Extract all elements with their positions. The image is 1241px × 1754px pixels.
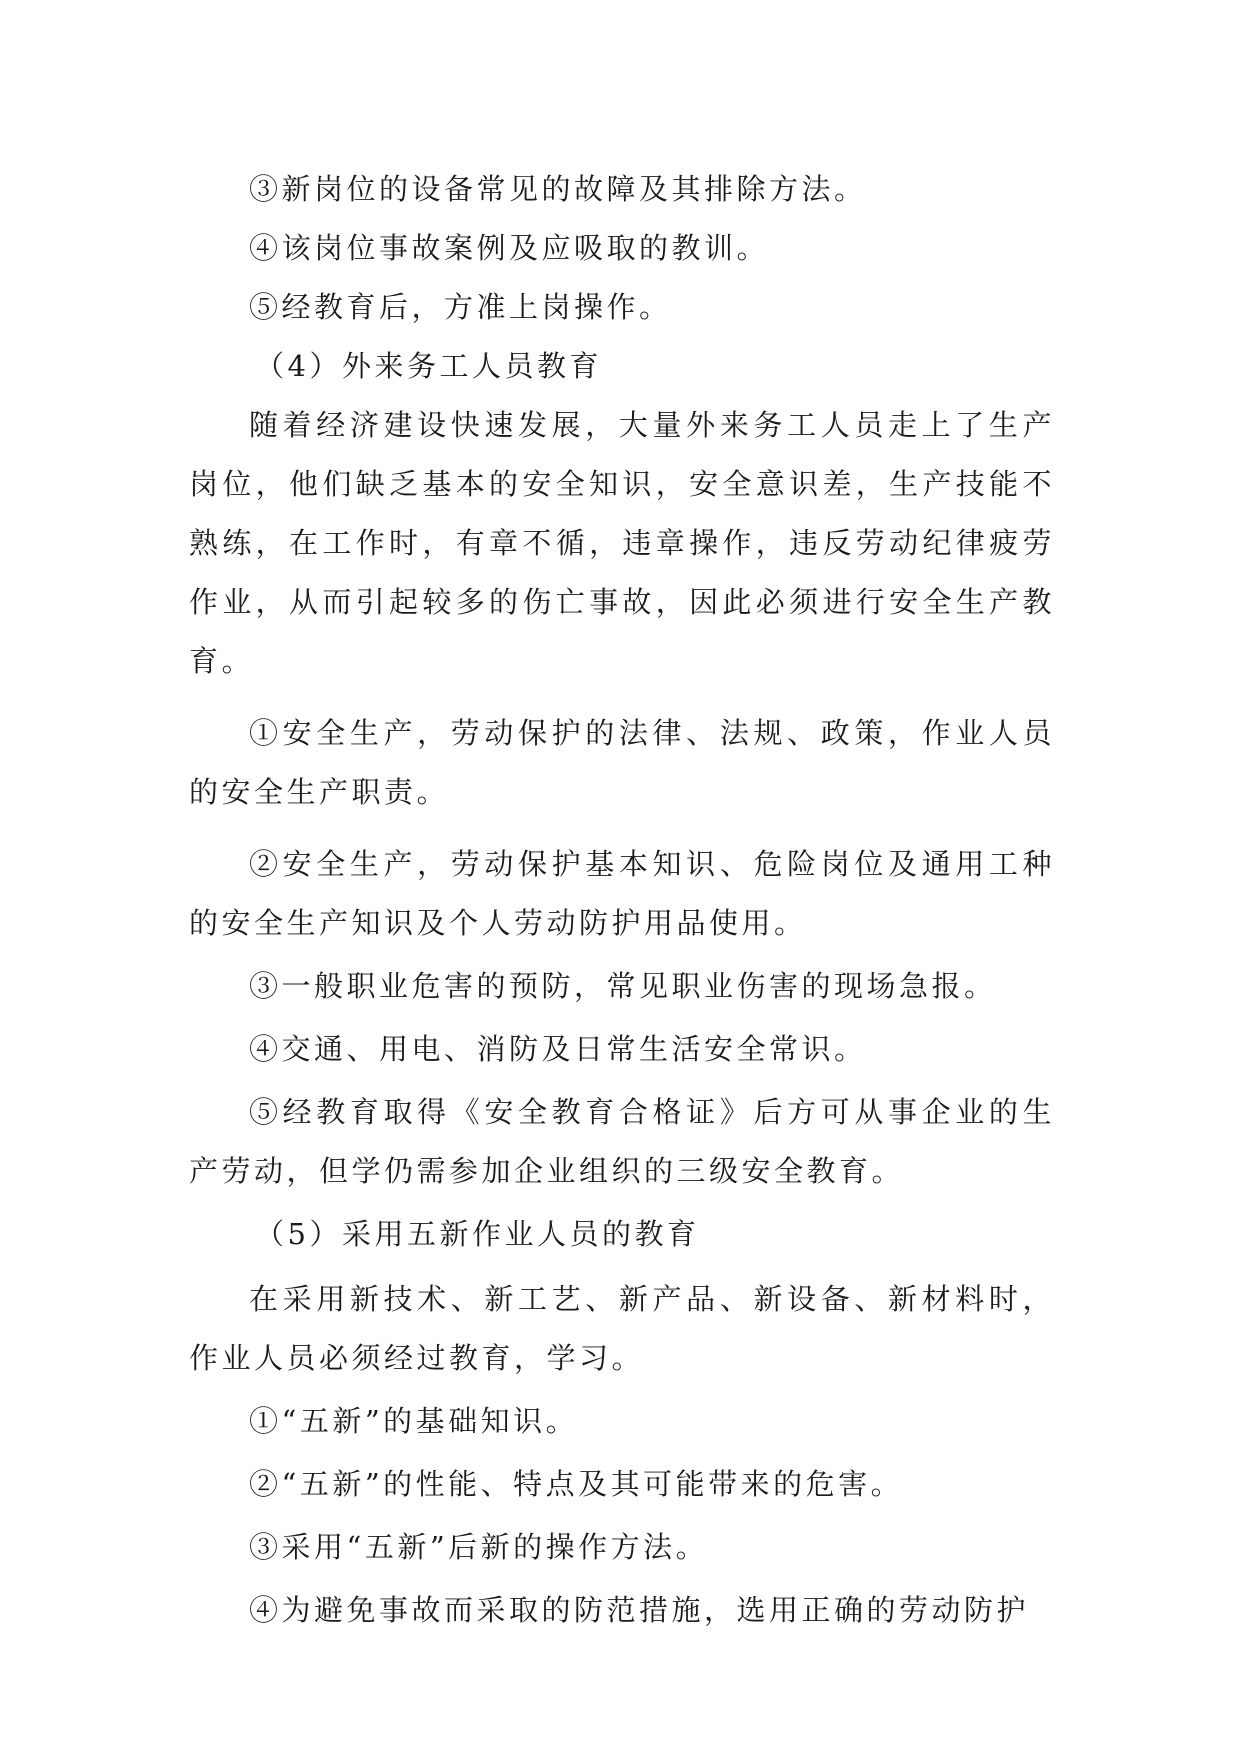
paragraph-migrant-item-2: ②安全生产，劳动保护基本知识、危险岗位及通用工种的安全生产知识及个人劳动防护用品使用。 — [189, 847, 1055, 940]
paragraph-migrant-item-4: ④交通、用电、消防及日常生活安全常识。 — [249, 1032, 867, 1066]
paragraph-five-new-intro: 在采用新技术、新工艺、新产品、新设备、新材料时，作业人员必须经过教育，学习。 — [189, 1282, 1055, 1375]
paragraph-migrant-item-3: ③一般职业危害的预防，常见职业伤害的现场急报。 — [249, 969, 997, 1003]
paragraph-migrant-intro: 随着经济建设快速发展，大量外来务工人员走上了生产岗位，他们缺乏基本的安全知识，安全意识差，生产技能不熟练，在工作时，有章不循，违章操作，违反劳动纪律疲劳作业，从而引起较多的伤亡事故，因此必须进行安全生产教育。 — [189, 408, 1055, 678]
paragraph-five-new-item-4: ④为避免事故而采取的防范措施，选用正确的劳动防护 — [249, 1593, 1030, 1627]
paragraph-migrant-item-5: ⑤经教育取得《安全教育合格证》后方可从事企业的生产劳动，但学仍需参加企业组织的三级安全教育。 — [189, 1095, 1055, 1188]
document-body — [189, 160, 1055, 1640]
paragraph-migrant-item-1: ①安全生产，劳动保护的法律、法规、政策，作业人员的安全生产职责。 — [189, 716, 1055, 809]
paragraph-new-post-approval: ⑤经教育后，方准上岗操作。 — [249, 290, 672, 324]
paragraph-new-post-faults: ③新岗位的设备常见的故障及其排除方法。 — [249, 172, 867, 206]
section-heading-migrant-workers: （4）外来务工人员教育 — [255, 349, 602, 383]
paragraph-five-new-item-1: ①“五新”的基础知识。 — [249, 1404, 579, 1438]
section-heading-five-new: （5）采用五新作业人员的教育 — [255, 1217, 700, 1251]
paragraph-five-new-item-2: ②“五新”的性能、特点及其可能带来的危害。 — [249, 1467, 904, 1501]
paragraph-five-new-item-3: ③采用“五新”后新的操作方法。 — [249, 1530, 709, 1564]
paragraph-new-post-cases: ④该岗位事故案例及应吸取的教训。 — [249, 231, 770, 265]
